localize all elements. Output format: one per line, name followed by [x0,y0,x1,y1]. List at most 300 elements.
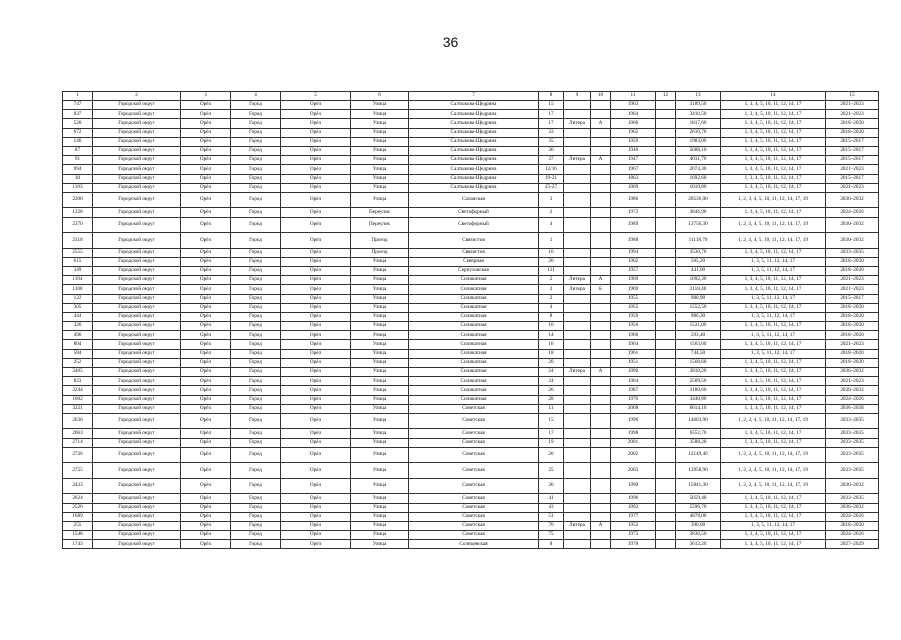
table-cell: 1863 [611,174,656,183]
table-cell: 15 [539,413,564,429]
table-cell: Орёл [181,368,231,377]
table-cell [564,438,591,447]
table-cell: Орёл [181,101,231,110]
table-cell: 1960 [611,331,656,340]
table-cell: 305 [63,303,93,312]
table-cell [564,137,591,146]
table-cell: Советская [409,531,539,540]
table-cell [564,208,591,217]
table-row [63,463,879,479]
table-cell: 823 [63,377,93,386]
housing-table [62,91,879,549]
table-cell: Улица [351,349,409,358]
table-cell [591,248,611,257]
table-cell: Саханская [409,192,539,208]
table-cell: 17 [539,110,564,119]
table-cell: Городской округ [93,358,181,367]
table-cell: 1996 [611,494,656,503]
table-cell: 1, 2, 3, 4, 5, 10, 11, 12, 14, 17, 19 [721,217,826,233]
table-cell: Город [231,377,281,386]
table-cell: Городской округ [93,183,181,192]
table-cell: 1552,50 [676,303,721,312]
table-cell: Орёл [181,478,231,494]
table-cell: 2018–2020 [826,312,879,321]
table-cell: Орёл [181,312,231,321]
table-cell [564,146,591,155]
table-cell: 2636 [63,413,93,429]
table-cell: Силикатная [409,294,539,303]
table-cell: Советская [409,512,539,521]
table-cell: Орёл [281,119,351,128]
table-cell: Улица [351,358,409,367]
table-cell: 1969 [611,276,656,285]
table-cell: Город [231,512,281,521]
table-cell: Город [231,128,281,137]
table-cell: 122 [63,294,93,303]
table-cell [591,322,611,331]
column-header-10: 10 [591,92,611,101]
table-cell: 3810,20 [676,368,721,377]
table-cell [591,494,611,503]
table-cell: Орёл [181,358,231,367]
table-cell: Улица [351,429,409,438]
table-cell: 1, 2, 3, 4, 5, 10, 11, 12, 14, 17, 19 [721,233,826,249]
table-cell: 1, 3, 4, 5, 10, 11, 12, 14, 17 [721,540,826,549]
table-cell: Северная [409,257,539,266]
table-cell: 11 [539,404,564,413]
table-cell: 1, 2, 3, 4, 5, 10, 11, 12, 14, 17, 19 [721,413,826,429]
table-cell: 593,40 [676,331,721,340]
table-cell: Городской округ [93,368,181,377]
table-cell: 1, 3, 5, 11, 12, 14, 17 [721,257,826,266]
table-cell [656,294,676,303]
table-cell: Орёл [281,331,351,340]
table-cell: А [591,521,611,530]
table-cell: Силикатная [409,303,539,312]
table-cell: 28 [539,395,564,404]
table-cell [564,266,591,275]
table-cell: Орёл [181,521,231,530]
table-cell: 1969 [611,285,656,294]
table-cell: 1108 [63,285,93,294]
table-cell: Улица [351,395,409,404]
table-row [63,257,879,266]
table-cell: 75 [539,531,564,540]
table-row [63,233,879,249]
table-cell [591,174,611,183]
table-cell [656,413,676,429]
table-row [63,395,879,404]
table-cell: Город [231,294,281,303]
table-cell: 4 [539,217,564,233]
table-cell [656,276,676,285]
table-cell: 1, 3, 4, 5, 10, 11, 12, 14, 17 [721,494,826,503]
table-cell [656,119,676,128]
table-cell: Улица [351,331,409,340]
table-cell: 3846,90 [676,208,721,217]
table-cell: Литера [564,119,591,128]
table-cell: 2024–2026 [826,208,879,217]
table-cell: 2015–2017 [826,156,879,165]
table-cell [656,340,676,349]
table-cell [656,285,676,294]
table-cell: 8 [539,540,564,549]
table-cell: Улица [351,128,409,137]
table-cell: Орёл [281,276,351,285]
table-cell [591,503,611,512]
table-row [63,208,879,217]
table-cell [656,503,676,512]
table-cell: 1104 [63,276,93,285]
table-row [63,349,879,358]
table-cell: 70 [539,521,564,530]
table-cell: Орёл [281,340,351,349]
table-cell: 672 [63,128,93,137]
table-cell: 1947 [611,156,656,165]
table-cell: Орёл [181,233,231,249]
table-cell: Силикатная [409,386,539,395]
table-cell: Орёл [281,146,351,155]
table-cell [591,165,611,174]
table-cell: 2030–2032 [826,192,879,208]
table-cell [591,413,611,429]
table-cell: 2018–2020 [826,331,879,340]
table-cell: Городской округ [93,386,181,395]
table-cell: 1, 3, 4, 5, 10, 11, 12, 14, 17 [721,368,826,377]
table-cell [564,248,591,257]
table-cell: 3410,50 [676,110,721,119]
table-cell: Орёл [281,404,351,413]
table-cell: Город [231,137,281,146]
table-cell [656,257,676,266]
table-cell: Орёл [181,183,231,192]
table-cell: Городской округ [93,395,181,404]
table-cell: 1964 [611,340,656,349]
table-cell: 4031,70 [676,156,721,165]
table-cell: 1989 [611,217,656,233]
table-cell: Город [231,110,281,119]
table-cell [591,429,611,438]
table-cell: 2003 [611,463,656,479]
table-cell: Город [231,349,281,358]
table-cell: Орёл [281,294,351,303]
table-cell: Орёл [181,429,231,438]
table-cell: Связистов [409,233,539,249]
table-cell: 1, 3, 4, 5, 10, 11, 12, 14, 17 [721,340,826,349]
table-cell [564,531,591,540]
table-cell: Орёл [281,208,351,217]
table-cell: 526 [63,119,93,128]
table-cell: 1, 3, 4, 5, 10, 11, 12, 14, 17 [721,377,826,386]
table-cell: 1, 3, 4, 5, 10, 11, 12, 14, 17 [721,208,826,217]
table-cell: Улица [351,312,409,321]
table-cell [591,183,611,192]
table-cell: Салтыкова-Щедрина [409,110,539,119]
table-cell: Городской округ [93,137,181,146]
table-cell: 2021–2023 [826,377,879,386]
table-cell: 1, 3, 4, 5, 10, 11, 12, 14, 17 [721,110,826,119]
table-cell: Орёл [281,257,351,266]
table-cell: 1, 3, 4, 5, 10, 11, 12, 14, 17 [721,101,826,110]
table-cell: 1955 [611,294,656,303]
table-cell: Силикатная [409,340,539,349]
table-cell: 744,50 [676,349,721,358]
table-cell: 24 [539,377,564,386]
table-cell: 1328 [63,208,93,217]
table-cell: Орёл [281,217,351,233]
table-cell: 1, 3, 4, 5, 10, 11, 12, 14, 17 [721,429,826,438]
table-cell [591,540,611,549]
table-cell: 252 [63,358,93,367]
table-cell: Город [231,322,281,331]
table-cell: Городской округ [93,377,181,386]
table-cell: 11118,70 [676,233,721,249]
table-cell: 1996 [611,413,656,429]
table-cell: Орёл [281,368,351,377]
table-cell: 2033–2035 [826,463,879,479]
table-cell [656,463,676,479]
table-cell [591,386,611,395]
table-cell: 1962 [611,257,656,266]
table-cell [564,303,591,312]
table-cell: Орёл [181,413,231,429]
table-cell [656,512,676,521]
table-cell: 2018–2020 [826,322,879,331]
table-cell: 2405 [63,368,93,377]
table-cell: 1, 3, 4, 5, 10, 11, 12, 14, 17 [721,303,826,312]
table-cell: Орёл [281,312,351,321]
table-cell: 20 [539,358,564,367]
table-cell: Орёл [281,494,351,503]
table-row [63,447,879,463]
table-cell: Городской округ [93,303,181,312]
table-cell: 2520 [63,503,93,512]
table-cell: Орёл [181,248,231,257]
table-cell: 12149,46 [676,447,721,463]
table-cell [656,156,676,165]
table-cell: Улица [351,266,409,275]
table-cell: Улица [351,146,409,155]
table-cell: Орёл [281,377,351,386]
table-row [63,540,879,549]
table-cell [564,512,591,521]
table-cell [656,165,676,174]
table-cell: 2018–2020 [826,119,879,128]
table-cell: Литера [564,276,591,285]
table-cell: Городской округ [93,429,181,438]
table-cell: 1976 [611,395,656,404]
table-cell: 1977 [611,512,656,521]
table-cell: Орёл [181,276,231,285]
table-cell [656,377,676,386]
table-cell: 2200 [63,192,93,208]
table-cell: 2030–2032 [826,217,879,233]
table-cell: Орёл [281,429,351,438]
table-cell: 1, 3, 4, 5, 10, 11, 12, 14, 17 [721,146,826,155]
table-cell: Орёл [181,110,231,119]
table-cell: Городской округ [93,285,181,294]
table-cell [656,521,676,530]
table-cell [656,531,676,540]
table-cell: Улица [351,110,409,119]
table-cell: 1, 3, 5, 11, 12, 14, 17 [721,312,826,321]
table-cell: 13756,30 [676,217,721,233]
table-cell: Орёл [281,395,351,404]
table-cell [564,478,591,494]
table-cell: 1, 3, 4, 5, 10, 11, 12, 14, 17 [721,531,826,540]
table-cell: Улица [351,285,409,294]
table-cell: Улица [351,322,409,331]
table-cell: 1969 [611,183,656,192]
table-cell: Орёл [181,377,231,386]
table-cell: 2021–2023 [826,285,879,294]
table-cell [656,438,676,447]
table-cell [564,312,591,321]
table-cell: Орёл [181,137,231,146]
table-cell: Переулок [351,208,409,217]
table-cell [591,294,611,303]
table-cell [656,331,676,340]
table-cell: 5659,40 [676,494,721,503]
table-cell: 2015–2017 [826,137,879,146]
table-cell: Орёл [281,192,351,208]
column-header-5: 5 [281,92,351,101]
table-cell: 17 [539,119,564,128]
table-cell: Город [231,183,281,192]
table-cell: Городской округ [93,512,181,521]
table-cell: Орёл [281,266,351,275]
table-cell [591,312,611,321]
column-header-15: 15 [826,92,879,101]
table-cell: 20 [539,447,564,463]
table-cell: 3180,60 [676,386,721,395]
table-cell: Орёл [281,349,351,358]
table-cell: 1961 [611,349,656,358]
table-cell: Силикатная [409,358,539,367]
table-cell: 1998 [611,429,656,438]
table-cell [564,174,591,183]
table-cell: Орёл [281,128,351,137]
table-cell: 16 [539,340,564,349]
table-cell: Улица [351,276,409,285]
table-cell [656,217,676,233]
table-cell [591,331,611,340]
table-cell: Орёл [281,183,351,192]
table-cell: Улица [351,521,409,530]
table-cell: 41 [539,494,564,503]
table-cell: Город [231,146,281,155]
table-cell: Проезд [351,233,409,249]
table-cell: 1967 [611,165,656,174]
table-cell: Орёл [181,331,231,340]
table-cell: 496 [63,331,93,340]
table-cell: 18 [539,349,564,358]
table-cell: 20536,00 [676,192,721,208]
table-cell: 1990 [611,368,656,377]
table-cell: Городской округ [93,208,181,217]
table-cell [591,340,611,349]
table-cell: Орёл [281,447,351,463]
table-cell [564,377,591,386]
table-cell: Город [231,494,281,503]
table-cell [656,128,676,137]
table-cell [564,128,591,137]
table-cell: 1988 [611,233,656,249]
table-cell: 17 [539,429,564,438]
table-cell: А [591,156,611,165]
table-row [63,174,879,183]
table-cell [656,368,676,377]
table-cell: 1963 [611,101,656,110]
table-cell: Светофорный [409,217,539,233]
table-cell: Улица [351,494,409,503]
table-cell: Орёл [281,285,351,294]
table-cell [564,463,591,479]
table-row [63,266,879,275]
table-cell: 2318 [63,233,93,249]
table-cell: Орёл [181,322,231,331]
table-cell: Город [231,413,281,429]
table-cell: А [591,368,611,377]
table-cell: Городской округ [93,217,181,233]
table-cell [564,494,591,503]
table-row [63,165,879,174]
table-cell: 4 [539,303,564,312]
table-cell [564,101,591,110]
table-cell: Улица [351,137,409,146]
table-cell: 584 [63,349,93,358]
table-cell: 36 [539,146,564,155]
table-cell: Орёл [181,512,231,521]
table-cell: Городской округ [93,165,181,174]
column-header-9: 9 [564,92,591,101]
table-cell: А [591,276,611,285]
table-cell: Силикатная [409,368,539,377]
table-cell: Связистов [409,248,539,257]
table-cell: Улица [351,340,409,349]
table-cell: Городской округ [93,478,181,494]
table-cell: Городской округ [93,531,181,540]
table-cell [591,531,611,540]
table-cell: Орёл [181,349,231,358]
table-cell: 255 [63,521,93,530]
table-row [63,137,879,146]
table-cell: 1978 [611,540,656,549]
table-cell: Орёл [281,322,351,331]
table-cell: Орёл [181,386,231,395]
table-cell [656,358,676,367]
column-header-1: 1 [63,92,93,101]
table-cell: 1, 3, 4, 5, 10, 11, 12, 14, 17 [721,119,826,128]
table-cell: 2663 [63,429,93,438]
table-cell: 2624 [63,494,93,503]
table-cell: Улица [351,447,409,463]
table-cell: Орёл [181,192,231,208]
table-cell: 2024–2026 [826,512,879,521]
table-cell: Городской округ [93,404,181,413]
table-cell: 146 [63,137,93,146]
table-cell: Улица [351,183,409,192]
table-cell: Город [231,276,281,285]
table-cell: 3612,20 [676,540,721,549]
table-cell [591,512,611,521]
table-cell [656,146,676,155]
table-cell: Улица [351,174,409,183]
table-cell: Светофорный [409,208,539,217]
table-cell [564,386,591,395]
table-cell [564,429,591,438]
table-cell [591,217,611,233]
